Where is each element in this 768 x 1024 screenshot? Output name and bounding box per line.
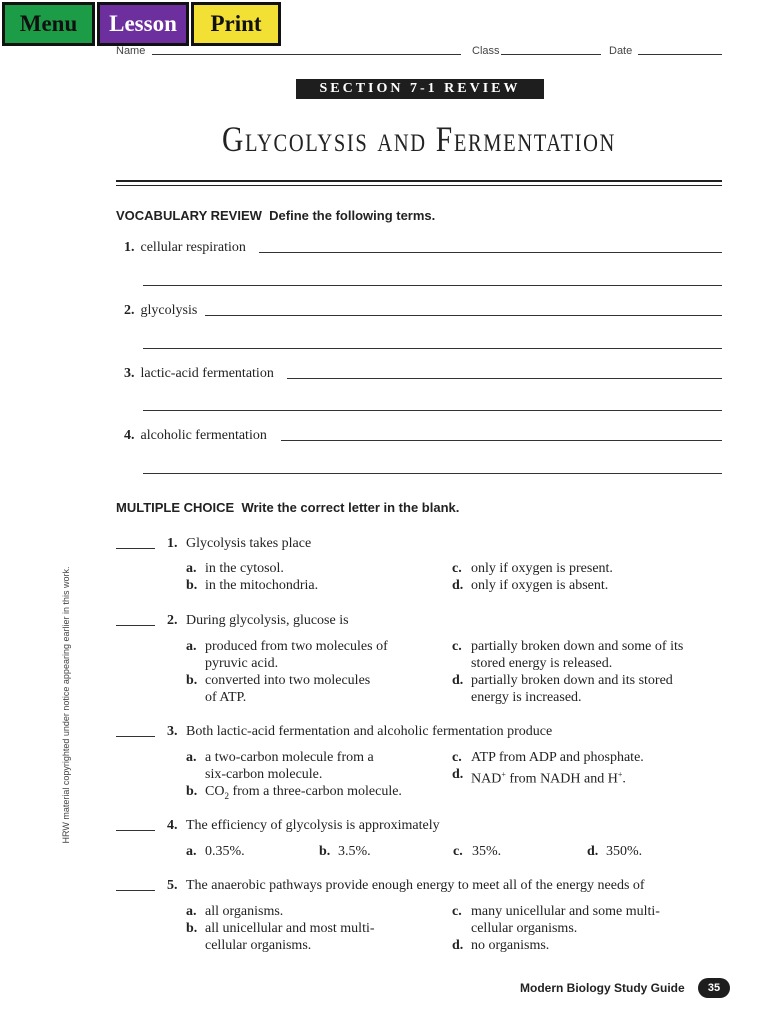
option-text-cont: of ATP.	[205, 690, 247, 705]
vocab-instruction: Define the following terms.	[269, 208, 436, 223]
vocab-heading	[116, 208, 435, 223]
vocab-num: 1.	[124, 240, 135, 255]
vocab-term: glycolysis	[140, 303, 198, 318]
class-label: Class	[472, 45, 500, 57]
section-banner: SECTION 7-1 REVIEW	[296, 79, 544, 99]
page-title: Glycolysis and Fermentation	[222, 119, 616, 159]
option-text: 35%.	[472, 844, 502, 859]
option-text-pre: NAD	[471, 771, 502, 787]
name-label: Name	[116, 45, 146, 57]
option-letter: d.	[452, 767, 464, 782]
vocab-answer-line[interactable]	[287, 378, 722, 379]
option-text: all organisms.	[205, 904, 284, 919]
option-text: ATP from ADP and phosphate.	[471, 750, 644, 765]
option-text-cont: pyruvic acid.	[205, 656, 279, 671]
copyright-note: HRW material copyrighted under notice appearing earlier in this work.	[61, 566, 71, 844]
answer-blank[interactable]	[116, 625, 155, 626]
option-text-cont: cellular organisms.	[471, 921, 578, 936]
question-num: 3.	[167, 724, 178, 739]
question-num: 5.	[167, 878, 178, 893]
question-text: The efficiency of glycolysis is approximately	[186, 818, 440, 833]
page-number: 35	[698, 978, 730, 998]
answer-blank[interactable]	[116, 830, 155, 831]
option-text: converted into two molecules	[205, 673, 371, 688]
lesson-button[interactable]: Lesson	[97, 2, 189, 46]
option-text: a two-carbon molecule from a	[205, 750, 374, 765]
title-rule-top	[116, 180, 722, 182]
vocab-num: 3.	[124, 366, 135, 381]
option-letter: a.	[186, 561, 197, 576]
answer-blank[interactable]	[116, 736, 155, 737]
option-text: in the mitochondria.	[205, 578, 319, 593]
question-num: 1.	[167, 536, 178, 551]
mc-heading-title: MULTIPLE CHOICE	[116, 500, 235, 515]
vocab-item	[124, 240, 246, 256]
title-rule-bottom	[116, 185, 722, 186]
option-letter: a.	[186, 750, 197, 765]
question-text: The anaerobic pathways provide enough energy to meet all of the energy needs of	[186, 878, 645, 893]
option-letter: d.	[587, 844, 599, 859]
question-text: During glycolysis, glucose is	[186, 613, 349, 628]
vocab-heading-title: VOCABULARY REVIEW	[116, 208, 262, 223]
question-text: Glycolysis takes place	[186, 536, 312, 551]
vocab-num: 4.	[124, 428, 135, 443]
option-letter: c.	[452, 561, 462, 576]
vocab-answer-line[interactable]	[259, 252, 722, 253]
menu-button[interactable]: Menu	[2, 2, 95, 46]
option-superscript: +	[501, 770, 506, 779]
vocab-answer-line[interactable]	[205, 315, 722, 316]
option-text: only if oxygen is present.	[471, 561, 613, 576]
name-field[interactable]	[152, 54, 461, 55]
option-letter: b.	[186, 784, 198, 799]
vocab-item	[124, 303, 197, 319]
option-text: in the cytosol.	[205, 561, 284, 576]
option-text: no organisms.	[471, 938, 550, 953]
option-text: all unicellular and most multi-	[205, 921, 375, 936]
vocab-answer-line[interactable]	[143, 348, 722, 349]
option-letter: d.	[452, 578, 464, 593]
option-letter: a.	[186, 639, 197, 654]
vocab-term: alcoholic fermentation	[140, 428, 267, 443]
option-text: 3.5%.	[338, 844, 371, 859]
answer-blank[interactable]	[116, 890, 155, 891]
footer-book-title: Modern Biology Study Guide	[520, 981, 685, 995]
option-letter: d.	[452, 673, 464, 688]
option-letter: c.	[452, 639, 462, 654]
vocab-num: 2.	[124, 303, 135, 318]
vocab-answer-line[interactable]	[143, 285, 722, 286]
option-letter: b.	[319, 844, 331, 859]
option-letter: b.	[186, 921, 198, 936]
vocab-answer-line[interactable]	[143, 410, 722, 411]
option-text: produced from two molecules of	[205, 639, 388, 654]
option-letter: b.	[186, 578, 198, 593]
date-field[interactable]	[638, 54, 722, 55]
option-text: partially broken down and its stored	[471, 673, 673, 688]
option-text-pre: CO	[205, 784, 225, 799]
mc-heading	[116, 500, 459, 515]
vocab-item	[124, 366, 274, 382]
option-superscript: +	[617, 770, 623, 779]
option-text-cont: cellular organisms.	[205, 938, 312, 953]
option-text-cont: six-carbon molecule.	[205, 767, 323, 782]
question-text: Both lactic-acid fermentation and alcoholic fermentation produce	[186, 724, 553, 739]
option-text	[471, 766, 626, 788]
option-text: many unicellular and some multi-	[471, 904, 660, 919]
option-letter: d.	[452, 938, 464, 953]
class-field[interactable]	[501, 54, 601, 55]
print-button[interactable]: Print	[191, 2, 281, 46]
vocab-item	[124, 428, 267, 444]
option-text: only if oxygen is absent.	[471, 578, 609, 593]
option-text	[205, 783, 402, 805]
option-text-cont: energy is increased.	[471, 690, 582, 705]
question-num: 2.	[167, 613, 178, 628]
vocab-answer-line[interactable]	[281, 440, 722, 441]
answer-blank[interactable]	[116, 548, 155, 549]
question-num: 4.	[167, 818, 178, 833]
option-letter: c.	[452, 904, 462, 919]
option-text-post: from a three-carbon molecule.	[228, 784, 402, 799]
option-text: 350%.	[606, 844, 643, 859]
option-text: partially broken down and some of its	[471, 639, 684, 654]
vocab-term: cellular respiration	[140, 240, 246, 255]
option-text-mid: from NADH and H	[505, 771, 618, 787]
vocab-term: lactic-acid fermentation	[140, 366, 274, 381]
mc-instruction: Write the correct letter in the blank.	[241, 500, 460, 515]
option-text: 0.35%.	[205, 844, 245, 859]
option-letter: b.	[186, 673, 198, 688]
option-subscript: 2	[224, 790, 229, 801]
option-letter: a.	[186, 904, 197, 919]
option-text-post: .	[622, 771, 626, 787]
vocab-answer-line[interactable]	[143, 473, 722, 474]
option-letter: a.	[186, 844, 197, 859]
date-label: Date	[609, 45, 633, 57]
option-letter: c.	[452, 750, 462, 765]
option-letter: c.	[453, 844, 463, 859]
option-text-cont: stored energy is released.	[471, 656, 613, 671]
